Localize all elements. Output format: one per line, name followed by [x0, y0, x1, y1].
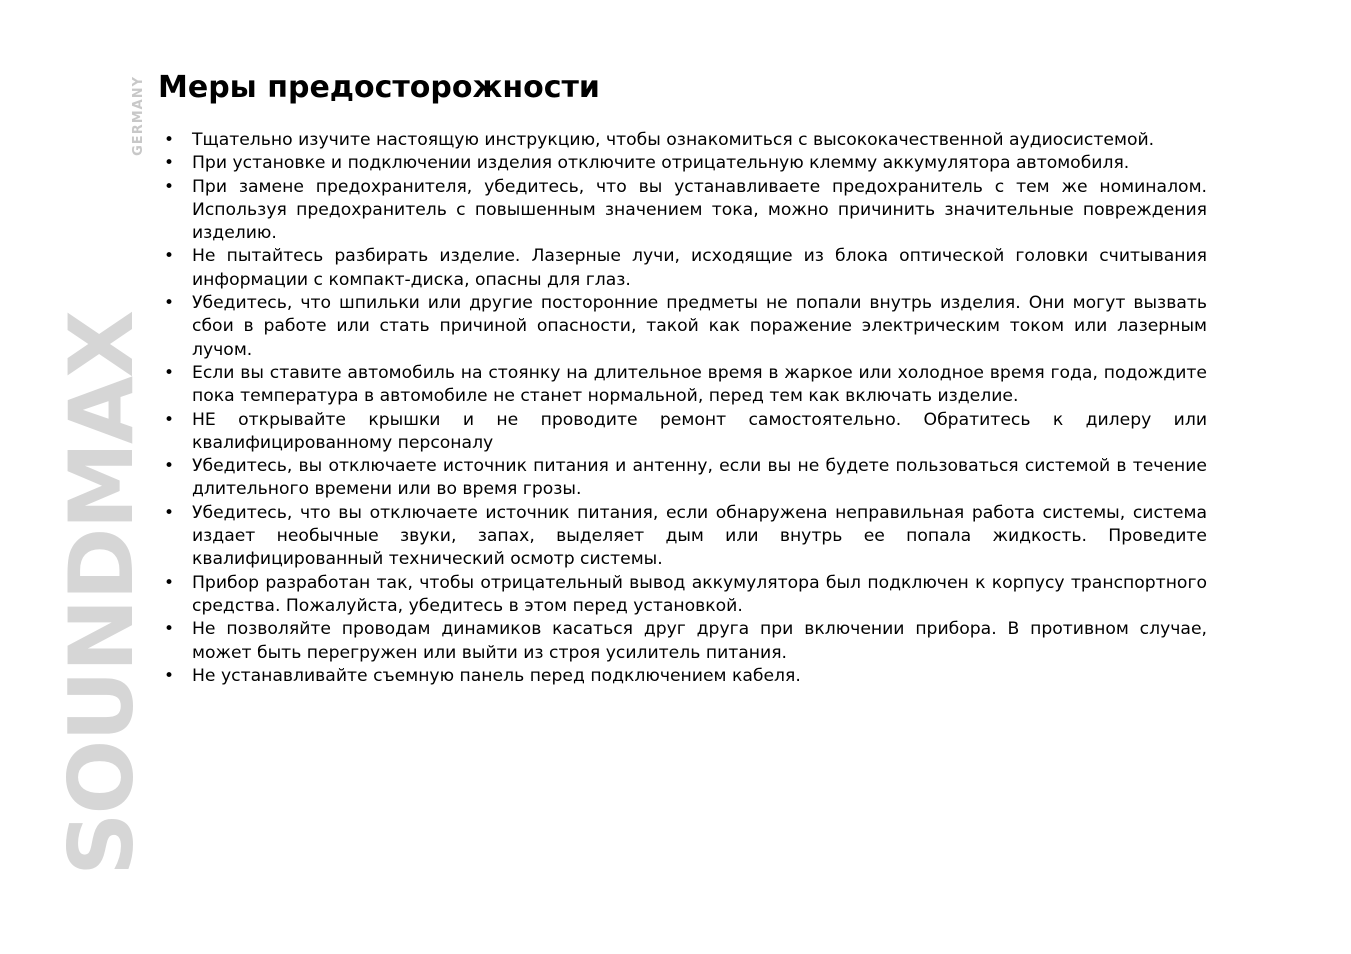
list-item — [158, 618, 1207, 665]
list-item-text: Не устанавливайте съемную панель перед подключением кабеля. — [192, 665, 801, 686]
list-item-text: Прибор разработан так, чтобы отрицательный вывод аккумулятора был подключен к корпусу транспортного средства. Пожалуйста, убедитесь в этом перед установкой. — [192, 572, 1207, 616]
list-item-text: Убедитесь, что вы отключаете источник питания, если обнаружена неправильная работа системы, система издает необычные звуки, запах, выделяет дым или внутрь ее попала жидкость. Проведите квалифицированный технический осмотр системы. — [192, 502, 1207, 570]
list-item-text: Тщательно изучите настоящую инструкцию, чтобы ознакомиться с высококачественной аудиосистемой. — [192, 130, 1155, 150]
list-item-text: Не позволяйте проводам динамиков касаться друг друга при включении прибора. В противном случае, может быть перегружен или выйти из строя усилитель питания. — [192, 619, 1207, 663]
bullet-icon: • — [164, 153, 175, 174]
list-item — [158, 409, 1207, 456]
bullet-icon: • — [164, 409, 175, 430]
bullet-icon: • — [164, 665, 175, 686]
list-item-text: При установке и подключении изделия отключите отрицательную клемму аккумулятора автомобиля. — [192, 153, 1130, 174]
brand-country: GERMANY — [130, 76, 146, 156]
list-item-text: НЕ открывайте крышки и не проводите ремонт самостоятельно. Обратитесь к дилеру или квалифицированному персоналу — [192, 409, 1207, 453]
list-item — [158, 665, 1207, 688]
list-item — [158, 292, 1207, 362]
list-item — [158, 129, 1207, 152]
bullet-icon: • — [164, 176, 175, 197]
list-item — [158, 572, 1207, 619]
list-item-text: Если вы ставите автомобиль на стоянку на длительное время в жаркое или холодное время года, подождите пока температура в автомобиле не станет нормальной, перед тем как включать изделие. — [192, 362, 1207, 407]
list-item-text: Не пытайтесь разбирать изделие. Лазерные лучи, исходящие из блока оптической головки считывания информации с компакт-диска, опасны для глаз. — [192, 246, 1207, 290]
brand-country-wrap — [128, 76, 148, 196]
bullet-icon: • — [164, 362, 175, 383]
bullet-icon: • — [164, 293, 175, 314]
list-item — [158, 245, 1207, 292]
bullet-icon: • — [164, 246, 175, 267]
bullet-icon: • — [164, 619, 175, 640]
brand-name: SOUNDMAX — [50, 312, 153, 876]
bullet-icon: • — [164, 572, 175, 593]
brand-watermark — [50, 76, 154, 876]
list-item — [158, 455, 1207, 502]
bullet-icon: • — [164, 456, 175, 477]
list-item-text: При замене предохранителя, убедитесь, что вы устанавливаете предохранитель с тем же номиналом. Используя предохранитель с повышенным значением тока, можно причинить значительные повреждения изделию. — [192, 176, 1207, 244]
list-item — [158, 152, 1207, 175]
brand-logo — [50, 76, 154, 876]
precautions-list — [158, 129, 1207, 688]
list-item-text: Убедитесь, вы отключаете источник питания и антенну, если вы не будете пользоваться системой в течение длительного времени или во время грозы. — [192, 456, 1207, 500]
list-item — [158, 176, 1207, 246]
list-item — [158, 502, 1207, 572]
list-item — [158, 362, 1207, 409]
bullet-icon: • — [164, 130, 175, 150]
page-title: Меры предосторожности — [158, 70, 600, 105]
list-item-text: Убедитесь, что шпильки или другие посторонние предметы не попали внутрь изделия. Они могут вызвать сбои в работе или стать причиной опасности, такой как поражение электрическим током или лазерным лучом. — [192, 293, 1207, 360]
bullet-icon: • — [164, 502, 175, 523]
